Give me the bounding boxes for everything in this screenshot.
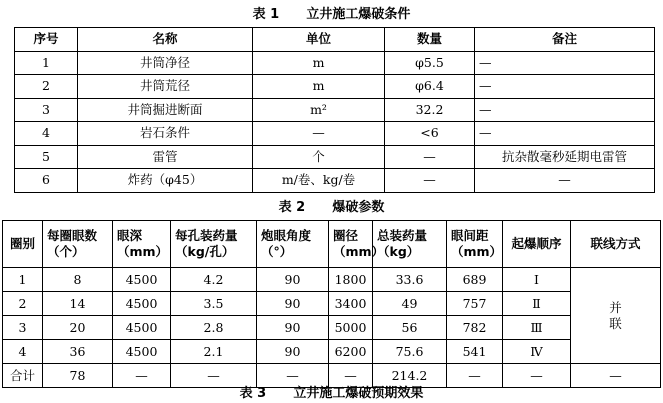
cell: 个 xyxy=(253,145,385,169)
col-header: 单位 xyxy=(253,28,385,52)
connection-method-cell: 并 联 xyxy=(571,268,661,364)
cell: 雷管 xyxy=(78,145,253,169)
cell: 抗杂散毫秒延期电雷管 xyxy=(475,145,655,169)
cell: 合计 xyxy=(3,364,43,388)
cell: 4 xyxy=(3,340,43,364)
cell: Ⅲ xyxy=(503,316,571,340)
cell: m xyxy=(253,75,385,99)
total-row xyxy=(3,364,661,388)
cell: φ5.5 xyxy=(385,51,475,75)
cell: <6 xyxy=(385,122,475,146)
cell: 3.5 xyxy=(171,292,257,316)
col-header: 炮眼角度 （°） xyxy=(257,221,329,268)
col-header: 名称 xyxy=(78,28,253,52)
blasting-parameters-table xyxy=(2,220,661,388)
col-header: 每圈眼数 （个） xyxy=(43,221,113,268)
cell: 5 xyxy=(15,145,78,169)
cell: m/卷、kg/卷 xyxy=(253,169,385,193)
table-row xyxy=(15,98,655,122)
cell: — xyxy=(385,169,475,193)
col-header: 备注 xyxy=(475,28,655,52)
col-header: 序号 xyxy=(15,28,78,52)
cell: Ⅳ xyxy=(503,340,571,364)
cell: — xyxy=(503,364,571,388)
cell: 49 xyxy=(373,292,447,316)
cell: — xyxy=(257,364,329,388)
cell: — xyxy=(113,364,171,388)
cell: 4500 xyxy=(113,340,171,364)
cell: 689 xyxy=(447,268,503,292)
table-row xyxy=(3,340,661,364)
cell: — xyxy=(385,145,475,169)
table-header-row xyxy=(15,28,655,52)
col-header: 眼间距 （mm） xyxy=(447,221,503,268)
cell: 3 xyxy=(3,316,43,340)
cell: — xyxy=(571,364,661,388)
table1-caption: 表 1 立井施工爆破条件 xyxy=(252,7,411,22)
table-header-row xyxy=(3,221,661,268)
cell: — xyxy=(475,169,655,193)
col-header: 圈别 xyxy=(3,221,43,268)
cell: 8 xyxy=(43,268,113,292)
cell: 6200 xyxy=(329,340,373,364)
cell: 炸药（φ45） xyxy=(78,169,253,193)
col-header: 每孔装药量 （kg/孔） xyxy=(171,221,257,268)
col-header: 总装药量 （kg） xyxy=(373,221,447,268)
cell: 33.6 xyxy=(373,268,447,292)
cell: 2.8 xyxy=(171,316,257,340)
table-row xyxy=(15,145,655,169)
col-header: 眼深 （mm） xyxy=(113,221,171,268)
table-row xyxy=(15,169,655,193)
cell: 757 xyxy=(447,292,503,316)
cell: 1800 xyxy=(329,268,373,292)
cell: 3 xyxy=(15,98,78,122)
cell: 井筒净径 xyxy=(78,51,253,75)
cell: — xyxy=(475,51,655,75)
cell: 井筒掘进断面 xyxy=(78,98,253,122)
cell: m xyxy=(253,51,385,75)
cell: 90 xyxy=(257,268,329,292)
table-row xyxy=(3,268,661,292)
cell: 4.2 xyxy=(171,268,257,292)
cell: 2 xyxy=(15,75,78,99)
table-row xyxy=(15,75,655,99)
cell: 4500 xyxy=(113,316,171,340)
cell: 90 xyxy=(257,292,329,316)
cell: 90 xyxy=(257,340,329,364)
table-row xyxy=(3,316,661,340)
cell: — xyxy=(171,364,257,388)
col-header: 数量 xyxy=(385,28,475,52)
cell: 36 xyxy=(43,340,113,364)
cell: 90 xyxy=(257,316,329,340)
cell: 214.2 xyxy=(373,364,447,388)
cell: 井筒荒径 xyxy=(78,75,253,99)
cell: 4500 xyxy=(113,292,171,316)
table-row xyxy=(15,122,655,146)
cell: 782 xyxy=(447,316,503,340)
cell: 20 xyxy=(43,316,113,340)
cell: φ6.4 xyxy=(385,75,475,99)
cell: 541 xyxy=(447,340,503,364)
cell: — xyxy=(475,122,655,146)
cell: 32.2 xyxy=(385,98,475,122)
cell: 5000 xyxy=(329,316,373,340)
table-row xyxy=(15,51,655,75)
cell: m² xyxy=(253,98,385,122)
cell: 1 xyxy=(3,268,43,292)
col-header: 联线方式 xyxy=(571,221,661,268)
cell: 6 xyxy=(15,169,78,193)
cell: 2.1 xyxy=(171,340,257,364)
table3-caption: 表 3 立井施工爆破预期效果 xyxy=(239,386,424,401)
cell: — xyxy=(253,122,385,146)
cell: 岩石条件 xyxy=(78,122,253,146)
table2-caption: 表 2 爆破参数 xyxy=(278,200,385,215)
cell: 1 xyxy=(15,51,78,75)
cell: Ⅰ xyxy=(503,268,571,292)
col-header: 圈径 （mm） xyxy=(329,221,373,268)
cell: — xyxy=(475,75,655,99)
cell: — xyxy=(475,98,655,122)
cell: 78 xyxy=(43,364,113,388)
cell: 75.6 xyxy=(373,340,447,364)
col-header: 起爆顺序 xyxy=(503,221,571,268)
table-row xyxy=(3,292,661,316)
cell: 2 xyxy=(3,292,43,316)
cell: 4500 xyxy=(113,268,171,292)
cell: Ⅱ xyxy=(503,292,571,316)
cell: 56 xyxy=(373,316,447,340)
cell: — xyxy=(447,364,503,388)
blasting-conditions-table xyxy=(14,27,655,193)
cell: — xyxy=(329,364,373,388)
cell: 4 xyxy=(15,122,78,146)
cell: 3400 xyxy=(329,292,373,316)
cell: 14 xyxy=(43,292,113,316)
